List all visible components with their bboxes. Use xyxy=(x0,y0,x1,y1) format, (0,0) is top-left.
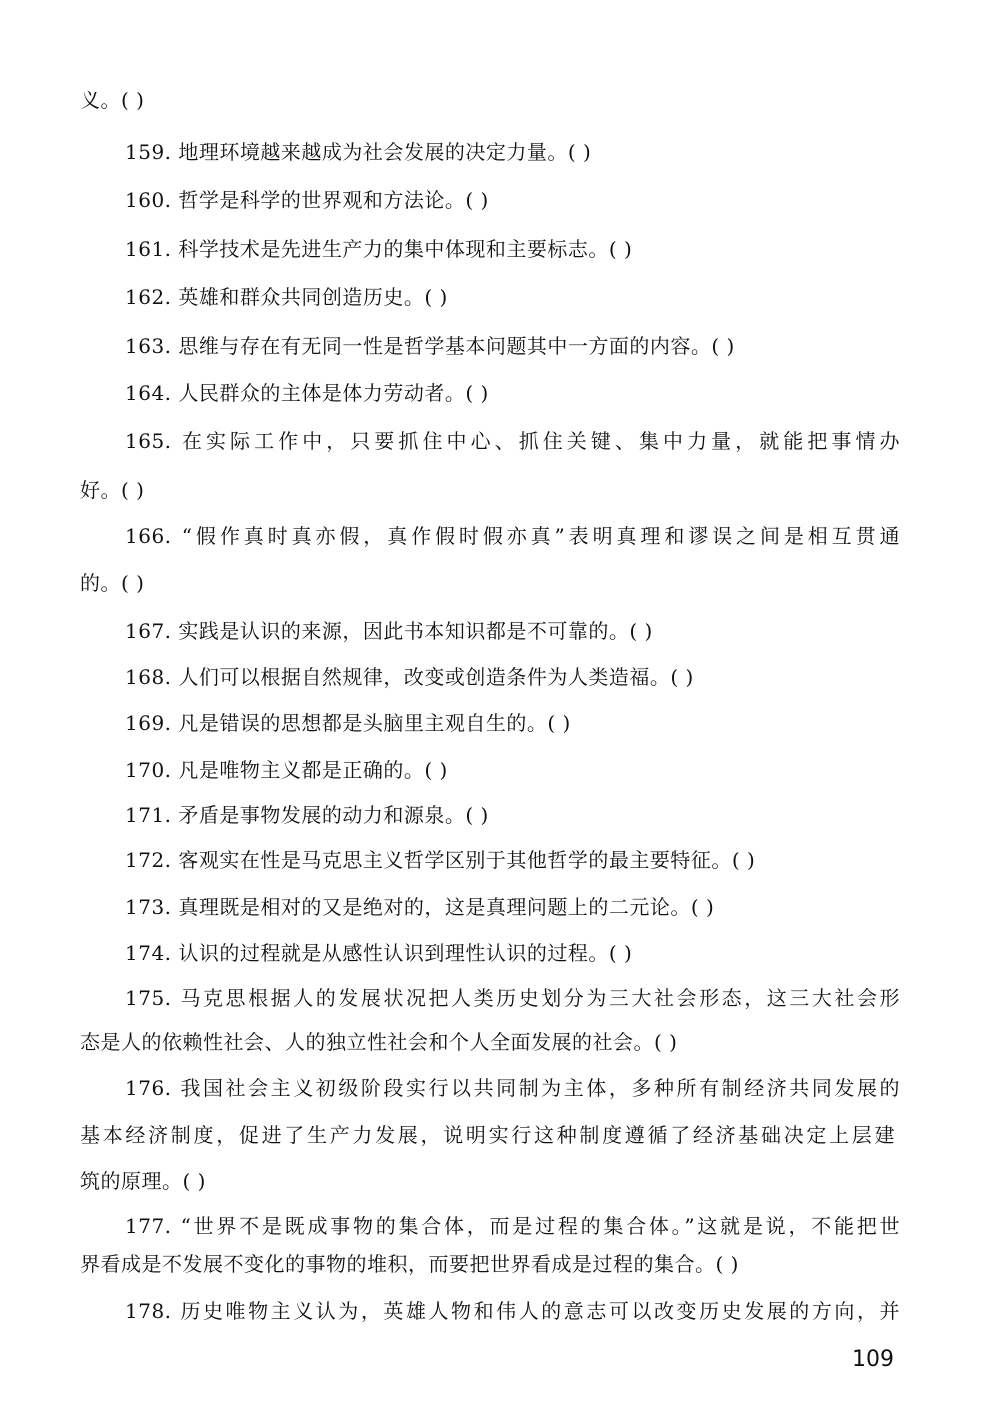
question-165-continuation: 好。( ) xyxy=(80,478,145,502)
question-175: 175. 马克思根据人的发展状况把人类历史划分为三大社会形态，这三大社会形 xyxy=(125,986,900,1010)
question-166-continuation: 的。( ) xyxy=(80,571,145,595)
question-164: 164. 人民群众的主体是体力劳动者。( ) xyxy=(125,381,489,405)
question-169: 169. 凡是错误的思想都是头脑里主观自生的。( ) xyxy=(125,711,571,735)
question-176-continuation: 基本经济制度，促进了生产力发展，说明实行这种制度遵循了经济基础决定上层建 xyxy=(80,1123,895,1147)
question-177-continuation: 界看成是不发展不变化的事物的堆积，而要把世界看成是过程的集合。( ) xyxy=(80,1252,739,1276)
question-165: 165. 在实际工作中，只要抓住中心、抓住关键、集中力量，就能把事情办 xyxy=(125,429,900,453)
question-173: 173. 真理既是相对的又是绝对的，这是真理问题上的二元论。( ) xyxy=(125,895,715,919)
text-line-continuation: 义。( ) xyxy=(80,88,145,112)
question-168: 168. 人们可以根据自然规律，改变或创造条件为人类造福。( ) xyxy=(125,665,694,689)
question-176-continuation-end: 筑的原理。( ) xyxy=(80,1169,206,1193)
question-177: 177. “世界不是既成事物的集合体，而是过程的集合体。”这就是说，不能把世 xyxy=(125,1214,900,1238)
question-171: 171. 矛盾是事物发展的动力和源泉。( ) xyxy=(125,803,489,827)
question-172: 172. 客观实在性是马克思主义哲学区别于其他哲学的最主要特征。( ) xyxy=(125,848,756,872)
question-162: 162. 英雄和群众共同创造历史。( ) xyxy=(125,285,448,309)
page-number: 109 xyxy=(852,1347,894,1372)
question-166: 166. “假作真时真亦假，真作假时假亦真”表明真理和谬误之间是相互贯通 xyxy=(125,524,900,548)
question-159: 159. 地理环境越来越成为社会发展的决定力量。( ) xyxy=(125,140,592,164)
question-160: 160. 哲学是科学的世界观和方法论。( ) xyxy=(125,188,489,212)
question-167: 167. 实践是认识的来源，因此书本知识都是不可靠的。( ) xyxy=(125,619,653,643)
question-176: 176. 我国社会主义初级阶段实行以共同制为主体，多种所有制经济共同发展的 xyxy=(125,1076,900,1100)
question-175-continuation: 态是人的依赖性社会、人的独立性社会和个人全面发展的社会。( ) xyxy=(80,1030,678,1054)
question-178: 178. 历史唯物主义认为，英雄人物和伟人的意志可以改变历史发展的方向，并 xyxy=(125,1299,900,1323)
question-163: 163. 思维与存在有无同一性是哲学基本问题其中一方面的内容。( ) xyxy=(125,334,735,358)
question-161: 161. 科学技术是先进生产力的集中体现和主要标志。( ) xyxy=(125,237,633,261)
question-174: 174. 认识的过程就是从感性认识到理性认识的过程。( ) xyxy=(125,941,633,965)
question-170: 170. 凡是唯物主义都是正确的。( ) xyxy=(125,758,448,782)
